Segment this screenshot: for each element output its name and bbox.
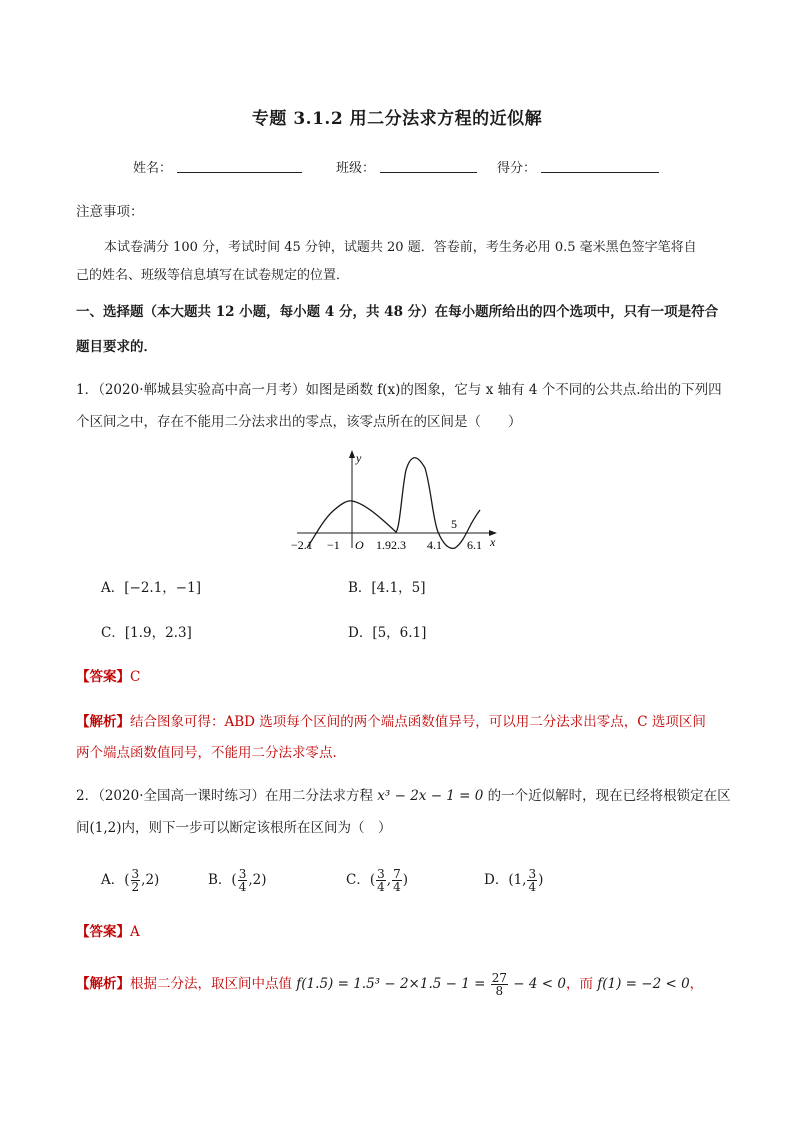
y-axis-arrow: [349, 450, 355, 458]
fraction-den: 8: [495, 984, 504, 998]
score-blank[interactable]: [541, 157, 659, 173]
q2-analysis-line-1: [76, 972, 703, 997]
fraction-den: 2: [131, 880, 140, 894]
answer-tag: 【答案】: [76, 669, 130, 685]
tick-label-5: 5: [451, 517, 457, 531]
answer-value: C: [130, 669, 141, 685]
q2-option-c[interactable]: C．( $\frac{3}{4}$ , $\frac{7}{4}$ ): [346, 867, 408, 894]
q2-stem-pre: 2．（2020·全国高一课时练习）在用二分法求方程: [76, 788, 378, 804]
q2-stem-line-1: [76, 786, 731, 806]
y-axis-label: y: [356, 451, 362, 465]
section-heading-line-1: 一、选择题（本大题共 12 小题，每小题 4 分，共 48 分）在每小题所给出的四个选项中，只有一项是符合: [76, 304, 719, 320]
analysis-text: 结合图象可得：ABD 选项每个区间的两个端点函数值异号，可以用二分法求出零点，C 选项区间: [130, 714, 706, 730]
fraction-den: 4: [238, 880, 247, 894]
option-label: D．: [484, 872, 509, 888]
notice-line-2: 己的姓名、班级等信息填写在试卷规定的位置．: [76, 268, 350, 283]
analysis-eq-1: f(1.5) = 1.5³ − 2×1.5 − 1 =: [296, 976, 490, 992]
fraction: [527, 868, 537, 893]
q1-option-d[interactable]: D．[5，6.1]: [348, 625, 427, 641]
fraction: [131, 868, 141, 893]
fraction: [238, 868, 248, 893]
q1-option-b[interactable]: B．[4.1，5]: [348, 580, 426, 596]
tick-label-1-9-2-3: 1.92.3: [376, 538, 406, 552]
fraction-num: 3: [528, 867, 537, 881]
q2-answer: [76, 922, 140, 942]
score-label: 得分：: [497, 161, 537, 176]
analysis-end: ，: [689, 976, 704, 992]
notice-heading: 注意事项：: [76, 204, 144, 220]
origin-label: O: [355, 538, 364, 552]
fraction: [392, 868, 402, 893]
q1-stem-line-1: 1．（2020·郸城县实验高中高一月考）如图是函数 f(x)的图象，它与 x 轴有 4 个不同的公共点.给出的下列四: [76, 382, 722, 398]
x-axis-label: x: [490, 535, 496, 549]
q1-analysis-line-1: [76, 712, 706, 732]
q1-option-a[interactable]: A．[−2.1，−1]: [101, 580, 201, 596]
notice-line-1: 本试卷满分 100 分，考试时间 45 分钟，试题共 20 题．答卷前，考生务必用 0.5 毫米黑色签字笔将自: [104, 240, 697, 255]
answer-value: A: [130, 924, 140, 940]
q1-stem-line-2: 个区间之中，存在不能用二分法求出的零点，该零点所在的区间是（ ）: [76, 414, 522, 430]
answer-tag: 【答案】: [76, 924, 130, 940]
analysis-eq-3: f(1) = −2 < 0: [597, 976, 690, 992]
q2-option-a[interactable]: A．( $\frac{3}{2}$ ,2): [101, 867, 160, 894]
fraction-num: 3: [377, 867, 385, 881]
fraction-27-8: [491, 972, 508, 997]
q1-function-graph: [285, 448, 510, 556]
tick-label-6-1: 6.1: [467, 538, 482, 552]
class-blank[interactable]: [380, 157, 477, 173]
analysis-eq-2: − 4 < 0: [509, 976, 566, 992]
fraction: [376, 868, 386, 893]
analysis-mid: ，而: [565, 976, 598, 992]
option-label: C．: [346, 872, 370, 888]
tick-label-neg1: −1: [327, 538, 340, 552]
q2-stem-line-2: 间(1,2)内，则下一步可以断定该根所在区间为（ ）: [76, 820, 392, 836]
option-label: A．: [101, 872, 125, 888]
option-tail: ,2): [141, 872, 160, 888]
fraction-den: 4: [528, 880, 537, 894]
fraction-num: 7: [393, 867, 401, 881]
class-label: 班级：: [336, 161, 376, 176]
option-label: B．: [208, 872, 232, 888]
fraction-num: 3: [238, 867, 247, 881]
tick-label-neg2-1: −2.1: [291, 538, 313, 552]
tick-label-4-1: 4.1: [427, 538, 442, 552]
fraction-den: 4: [393, 880, 401, 894]
name-blank[interactable]: [177, 157, 302, 173]
q2-stem-post: 的一个近似解时，现在已经将根锁定在区: [483, 788, 731, 804]
fraction-den: 4: [377, 880, 385, 894]
analysis-tag: 【解析】: [76, 976, 130, 992]
q2-equation: x³ − 2x − 1 = 0: [377, 788, 484, 804]
q1-answer: [76, 667, 140, 687]
page-title: 专题 3.1.2 用二分法求方程的近似解: [251, 109, 543, 129]
analysis-tag: 【解析】: [76, 714, 130, 730]
analysis-pre: 根据二分法，取区间中点值: [130, 976, 297, 992]
function-curve: [307, 458, 480, 549]
name-label: 姓名：: [133, 161, 173, 176]
option-tail: ,2): [248, 872, 267, 888]
fraction-num: 27: [491, 971, 507, 985]
q1-analysis-line-2: 两个端点函数值同号，不能用二分法求零点.: [76, 745, 337, 761]
q1-option-c[interactable]: C．[1.9，2.3]: [101, 625, 192, 641]
fraction-num: 3: [131, 867, 140, 881]
q2-option-d[interactable]: D．(1, $\frac{3}{4}$ ): [484, 867, 544, 894]
section-heading-line-2: 题目要求的．: [76, 339, 157, 355]
q2-option-b[interactable]: B．( $\frac{3}{4}$ ,2): [208, 867, 267, 894]
